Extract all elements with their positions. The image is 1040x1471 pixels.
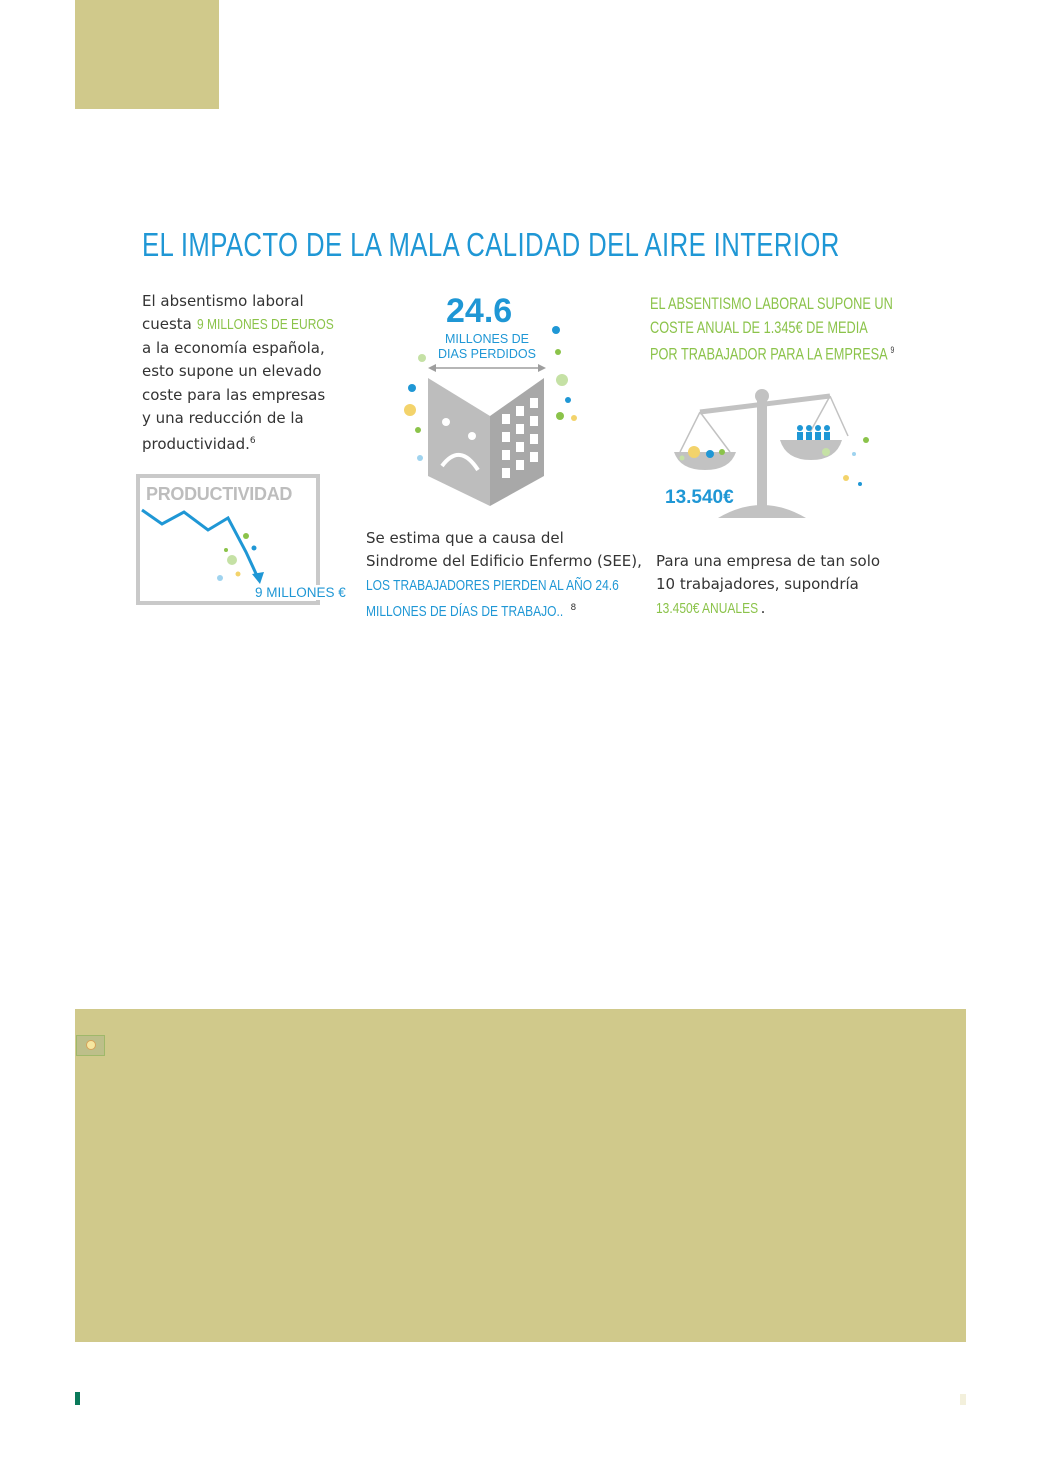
productivity-value: 9 MILLONES € — [255, 585, 346, 600]
days-lost-number: 24.6 — [446, 292, 513, 330]
sad-building-icon — [398, 318, 588, 508]
left-paragraph — [142, 290, 372, 457]
left-line-1: El absentismo laboral — [142, 292, 304, 310]
productivity-label: PRODUCTIVIDAD — [146, 484, 293, 504]
footer-mark-right — [960, 1394, 966, 1405]
days-lost-label-1: MILLONES DE — [444, 332, 530, 346]
right-caps-3 — [650, 339, 894, 366]
right-line-3 — [656, 597, 916, 620]
right-period: . — [760, 598, 766, 617]
infographic-title: EL IMPACTO DE LA MALA CALIDAD DEL AIRE INTERIOR — [142, 226, 840, 263]
middle-paragraph — [366, 527, 656, 624]
left-line-6: y una reducción de la — [142, 409, 304, 428]
right-line-2: 10 trabajadores, supondría — [656, 575, 859, 594]
bottom-olive-panel — [75, 1009, 966, 1342]
right-highlight: 13.450€ ANUALES — [656, 599, 759, 617]
middle-line-4 — [366, 597, 656, 623]
top-olive-block — [75, 0, 219, 109]
left-line-5: coste para las empresas — [142, 385, 326, 404]
middle-highlight-2: MILLONES DE DÍAS DE TRABAJO.. — [366, 603, 564, 621]
left-line-2 — [142, 313, 372, 336]
left-line-7-text: productividad. — [142, 435, 250, 454]
footer-mark-left — [75, 1392, 80, 1405]
scale-value: 13.540€ — [665, 487, 734, 508]
days-lost-label-2: DIAS PERDIDOS — [438, 347, 536, 361]
right-caps-text — [650, 292, 894, 366]
left-line-4: esto supone un elevado — [142, 362, 322, 381]
middle-line-2: Sindrome del Edificio Enfermo (SEE), — [366, 552, 642, 571]
right-caps-2: COSTE ANUAL DE 1.345€ DE MEDIA — [650, 317, 868, 337]
middle-highlight-1: LOS TRABAJADORES PIERDEN AL AÑO 24.6 — [366, 576, 619, 594]
right-ref: 9 — [890, 345, 895, 355]
right-caps-3-text: POR TRABAJADOR PARA LA EMPRESA — [650, 344, 887, 364]
left-line-2-text: cuesta — [142, 315, 192, 334]
right-caps-1: EL ABSENTISMO LABORAL SUPONE UN — [650, 294, 893, 313]
left-ref: 6 — [249, 436, 256, 447]
right-paragraph — [656, 550, 916, 620]
left-line-7 — [142, 430, 372, 456]
middle-line-1: Se estima que a causa del — [366, 529, 564, 547]
left-highlight: 9 MILLONES DE EUROS — [196, 316, 334, 334]
right-line-1: Para una empresa de tan solo — [656, 552, 881, 570]
seal-icon — [76, 1035, 105, 1056]
middle-ref: 8 — [570, 603, 577, 614]
left-line-3: a la economía española, — [142, 338, 325, 357]
